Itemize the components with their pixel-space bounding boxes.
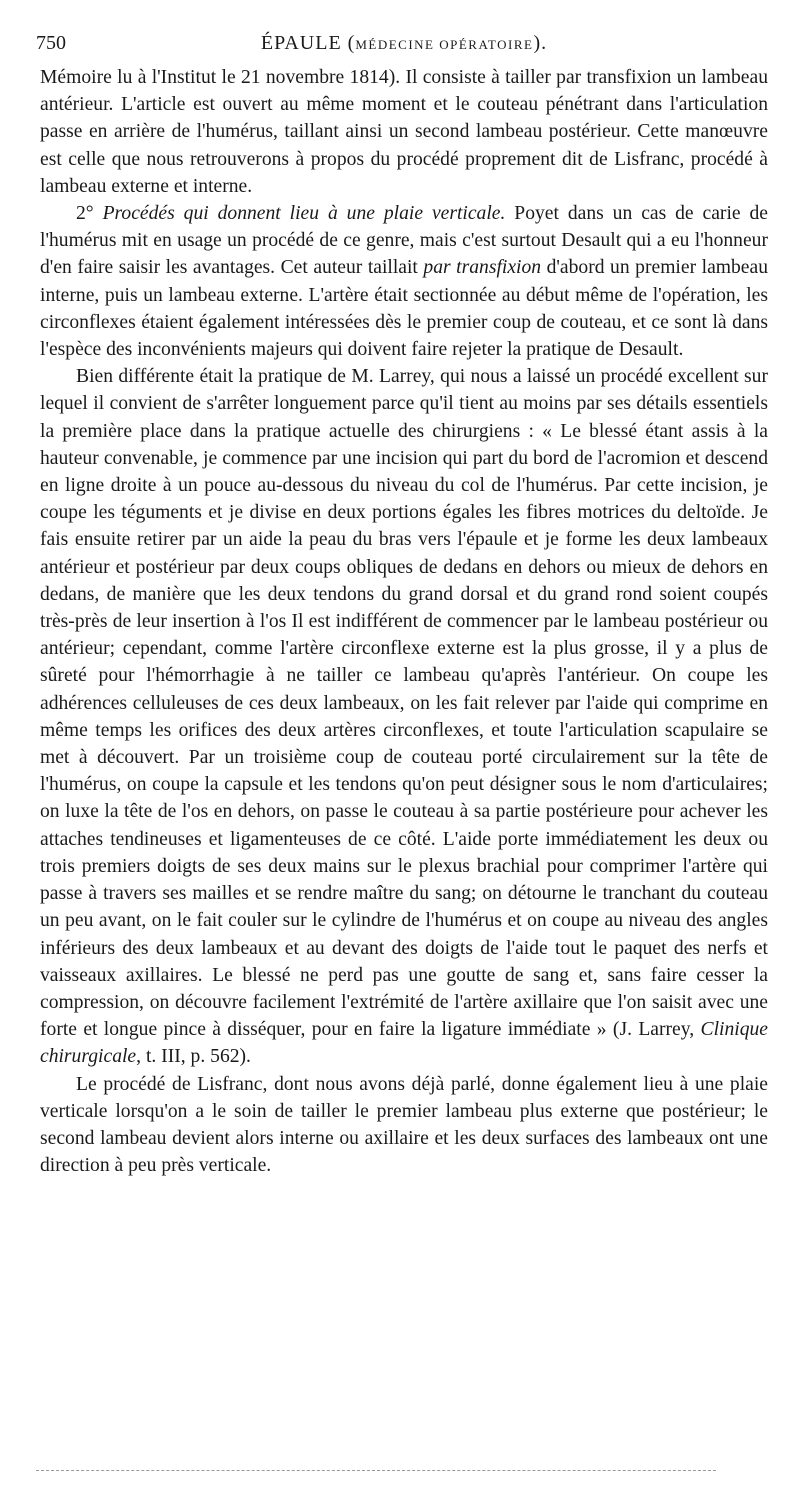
running-title-main: ÉPAULE ( <box>260 32 356 54</box>
running-title-subtitle: MÉDECINE OPÉRATOIRE <box>355 37 534 52</box>
body-text <box>40 64 768 1179</box>
paragraph-vertical-wound-procedures <box>40 200 768 363</box>
text-run: Mémoire lu à l'Institut le 21 novembre 1814). Il consiste à tailler par transfixion un lambeau antérieur. L'article est ouvert au même moment et le couteau pénétrant dans l'articulation passe en arrière de l'humérus, taillant ainsi un second lambeau postérieur. Cette manœuvre est celle que nous retrouverons à propos du procédé proprement dit de Lisfranc, procédé à lambeau externe et interne. <box>40 67 768 197</box>
text-run: d'abord un premier lambeau interne, puis un lambeau externe. L'artère était sectionnée au début même de l'opération, les circonflexes étaient également intéressées dès le premier coup de couteau, et ce sont là dans l'espèce des inconvénients majeurs qui doivent faire rejeter la pratique de Desault. <box>40 257 768 361</box>
running-title-end: ). <box>533 32 548 54</box>
paragraph-larrey-procedure <box>40 363 768 1070</box>
text-run: Poyet dans un cas de carie de l'humérus mit en usage un procédé de ce genre, mais c'est surtout Desault qui a eu l'honneur d'en faire saisir les avantages. Cet auteur taillait <box>40 203 769 279</box>
section-heading-italic: Procédés qui donnent lieu à une plaie verticale. <box>102 203 506 225</box>
text-run: Le procédé de Lisfranc, dont nous avons déjà parlé, donne également lieu à une plaie verticale lorsqu'on a le soin de tailler le premier lambeau plus externe que postérieur; le second lambeau devient alors interne ou axillaire et les deux surfaces des lambeaux ont une direction à peu près verticale. <box>40 1073 768 1177</box>
text-run: , t. III, p. 562). <box>136 1046 251 1068</box>
italic-citation-title: Clinique chirurgicale <box>40 1019 768 1068</box>
page-number: 750 <box>36 32 66 54</box>
text-run: 2° <box>76 203 103 225</box>
text-run: Bien différente était la pratique de M. Larrey, qui nous a laissé un procédé excellent sur lequel il convient de s'arrêter longuement parce qu'il tient au moins par ses détails essentiels la première place dans la pratique actuelle des chirurgiens : « Le blessé étant assis à la hauteur convenable, je commence par une incision qui part du bord de l'acromion et descend en ligne droite à un pouce au-dessous du niveau du col de l'humérus. Par cette incision, je coupe les téguments et je divise en deux portions égales les fibres motrices du deltoïde. Je fais ensuite retirer par un aide la peau du bras vers l'épaule et je forme les deux lambeaux antérieur et postérieur par deux coups obliques de dedans en dehors ou mieux de dehors en dedans, de manière que les deux tendons du grand dorsal et du grand rond soient coupés très-près de leur insertion à l'os Il est indifférent de commencer par le lambeau postérieur ou antérieur; cependant, comme l'artère circonflexe externe est la plus grosse, il y a plus de sûreté pour l'hémorrhagie à ne tailler ce lambeau qu'après l'antérieur. On coupe les adhérences celluleuses de ces deux lambeaux, on les fait relever par l'aide qui comprime en même temps les orifices des deux artères circonflexes, et toute l'articulation scapulaire se met à découvert. Par un troisième coup de couteau porté circulairement sur la tête de l'humérus, on coupe la capsule et les tendons qu'on peut désigner sous le nom d'articulaires; on luxe la tête de l'os en dehors, on passe le couteau à sa partie postérieure pour achever les attaches tendineuses et ligamenteuses de ce côté. L'aide porte immédiatement les deux ou trois premiers doigts de ses deux mains sur le plexus brachial pour comprimer l'artère qui passe à travers ses mailles et se rendre maître du sang; on détourne le tranchant du couteau un peu avant, on le fait couler sur le cylindre de l'humérus et on coupe au niveau des angles inférieurs des deux lambeaux et au devant des doigts de l'aide tout le paquet des nerfs et vaisseaux axillaires. Le blessé ne perd pas une goutte de sang et, sans faire cesser la compression, on découvre facilement l'extrémité de l'artère axillaire que l'on saisit avec une forte et longue pince à disséquer, pour en faire la ligature immédiate » (J. Larrey, <box>40 366 768 1041</box>
paragraph-lisfranc-procedure <box>40 1071 768 1180</box>
running-title <box>40 28 768 60</box>
italic-term: par transfixion <box>423 257 542 279</box>
paragraph-continuation <box>40 64 768 200</box>
book-page <box>36 28 769 1179</box>
running-head <box>36 28 768 58</box>
bottom-rule <box>36 1470 716 1471</box>
